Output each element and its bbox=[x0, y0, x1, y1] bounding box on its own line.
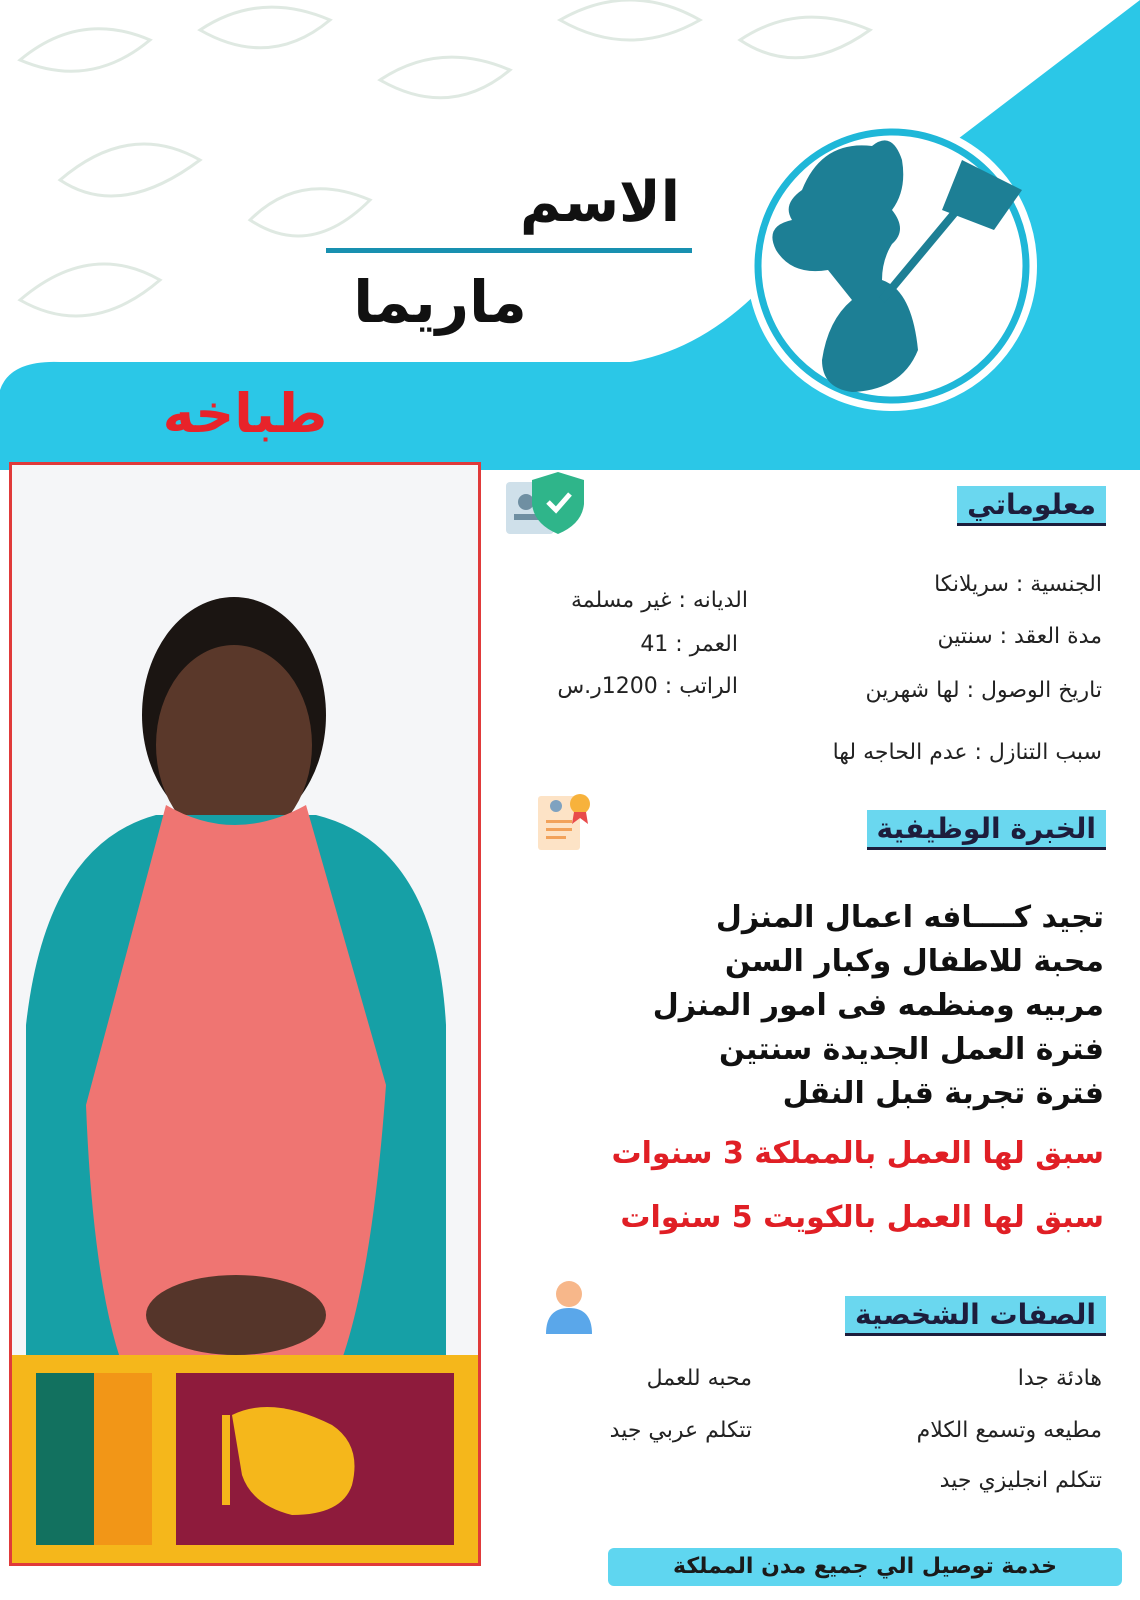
traits-section-title: الصفات الشخصية bbox=[845, 1296, 1106, 1336]
age-field: العمر : 41 bbox=[640, 632, 738, 657]
profile-photo bbox=[9, 462, 481, 1566]
salary-field: الراتب : 1200ر.س bbox=[557, 674, 738, 699]
trait-loves-work: محبه للعمل bbox=[646, 1366, 752, 1391]
experience-highlight-1: سبق لها العمل بالمملكة 3 سنوات bbox=[611, 1136, 1104, 1171]
trait-obedient: مطيعه وتسمع الكلام bbox=[916, 1418, 1102, 1443]
delivery-banner: خدمة توصيل الي جميع مدن المملكة bbox=[608, 1548, 1122, 1586]
trait-arabic: تتكلم عربي جيد bbox=[609, 1418, 752, 1443]
trait-english: تتكلم انجليزي جيد bbox=[939, 1468, 1102, 1493]
sri-lanka-flag-icon bbox=[12, 1355, 478, 1563]
experience-line-2: محبة للاطفال وكبار السن bbox=[724, 944, 1104, 979]
religion-field: الديانه : غير مسلمة bbox=[571, 588, 748, 613]
experience-line-5: فترة تجربة قبل النقل bbox=[782, 1076, 1104, 1111]
arrival-field: تاريخ الوصول : لها شهرين bbox=[865, 678, 1102, 703]
info-section-title: معلوماتي bbox=[957, 486, 1106, 526]
experience-line-3: مربيه ومنظمه فى امور المنزل bbox=[652, 988, 1104, 1023]
maid-silhouette-icon bbox=[732, 120, 1050, 412]
verified-id-icon bbox=[504, 468, 588, 538]
job-title: طباخه bbox=[162, 382, 328, 445]
certificate-icon bbox=[534, 790, 594, 854]
name-label: الاسم bbox=[520, 170, 680, 235]
contract-field: مدة العقد : سنتين bbox=[937, 624, 1102, 649]
experience-line-4: فترة العمل الجديدة سنتين bbox=[718, 1032, 1104, 1067]
nationality-field: الجنسية : سريلانكا bbox=[934, 572, 1102, 597]
user-icon bbox=[544, 1278, 594, 1336]
trait-calm: هادئة جدا bbox=[1017, 1366, 1102, 1391]
experience-line-1: تجيد كــــافه اعمال المنزل bbox=[715, 900, 1104, 935]
experience-highlight-2: سبق لها العمل بالكويت 5 سنوات bbox=[620, 1200, 1104, 1235]
experience-section-title: الخبرة الوظيفية bbox=[867, 810, 1106, 850]
name-value: ماريما bbox=[353, 268, 527, 336]
title-underline bbox=[326, 248, 692, 253]
reason-field: سبب التنازل : عدم الحاجه لها bbox=[832, 740, 1102, 765]
